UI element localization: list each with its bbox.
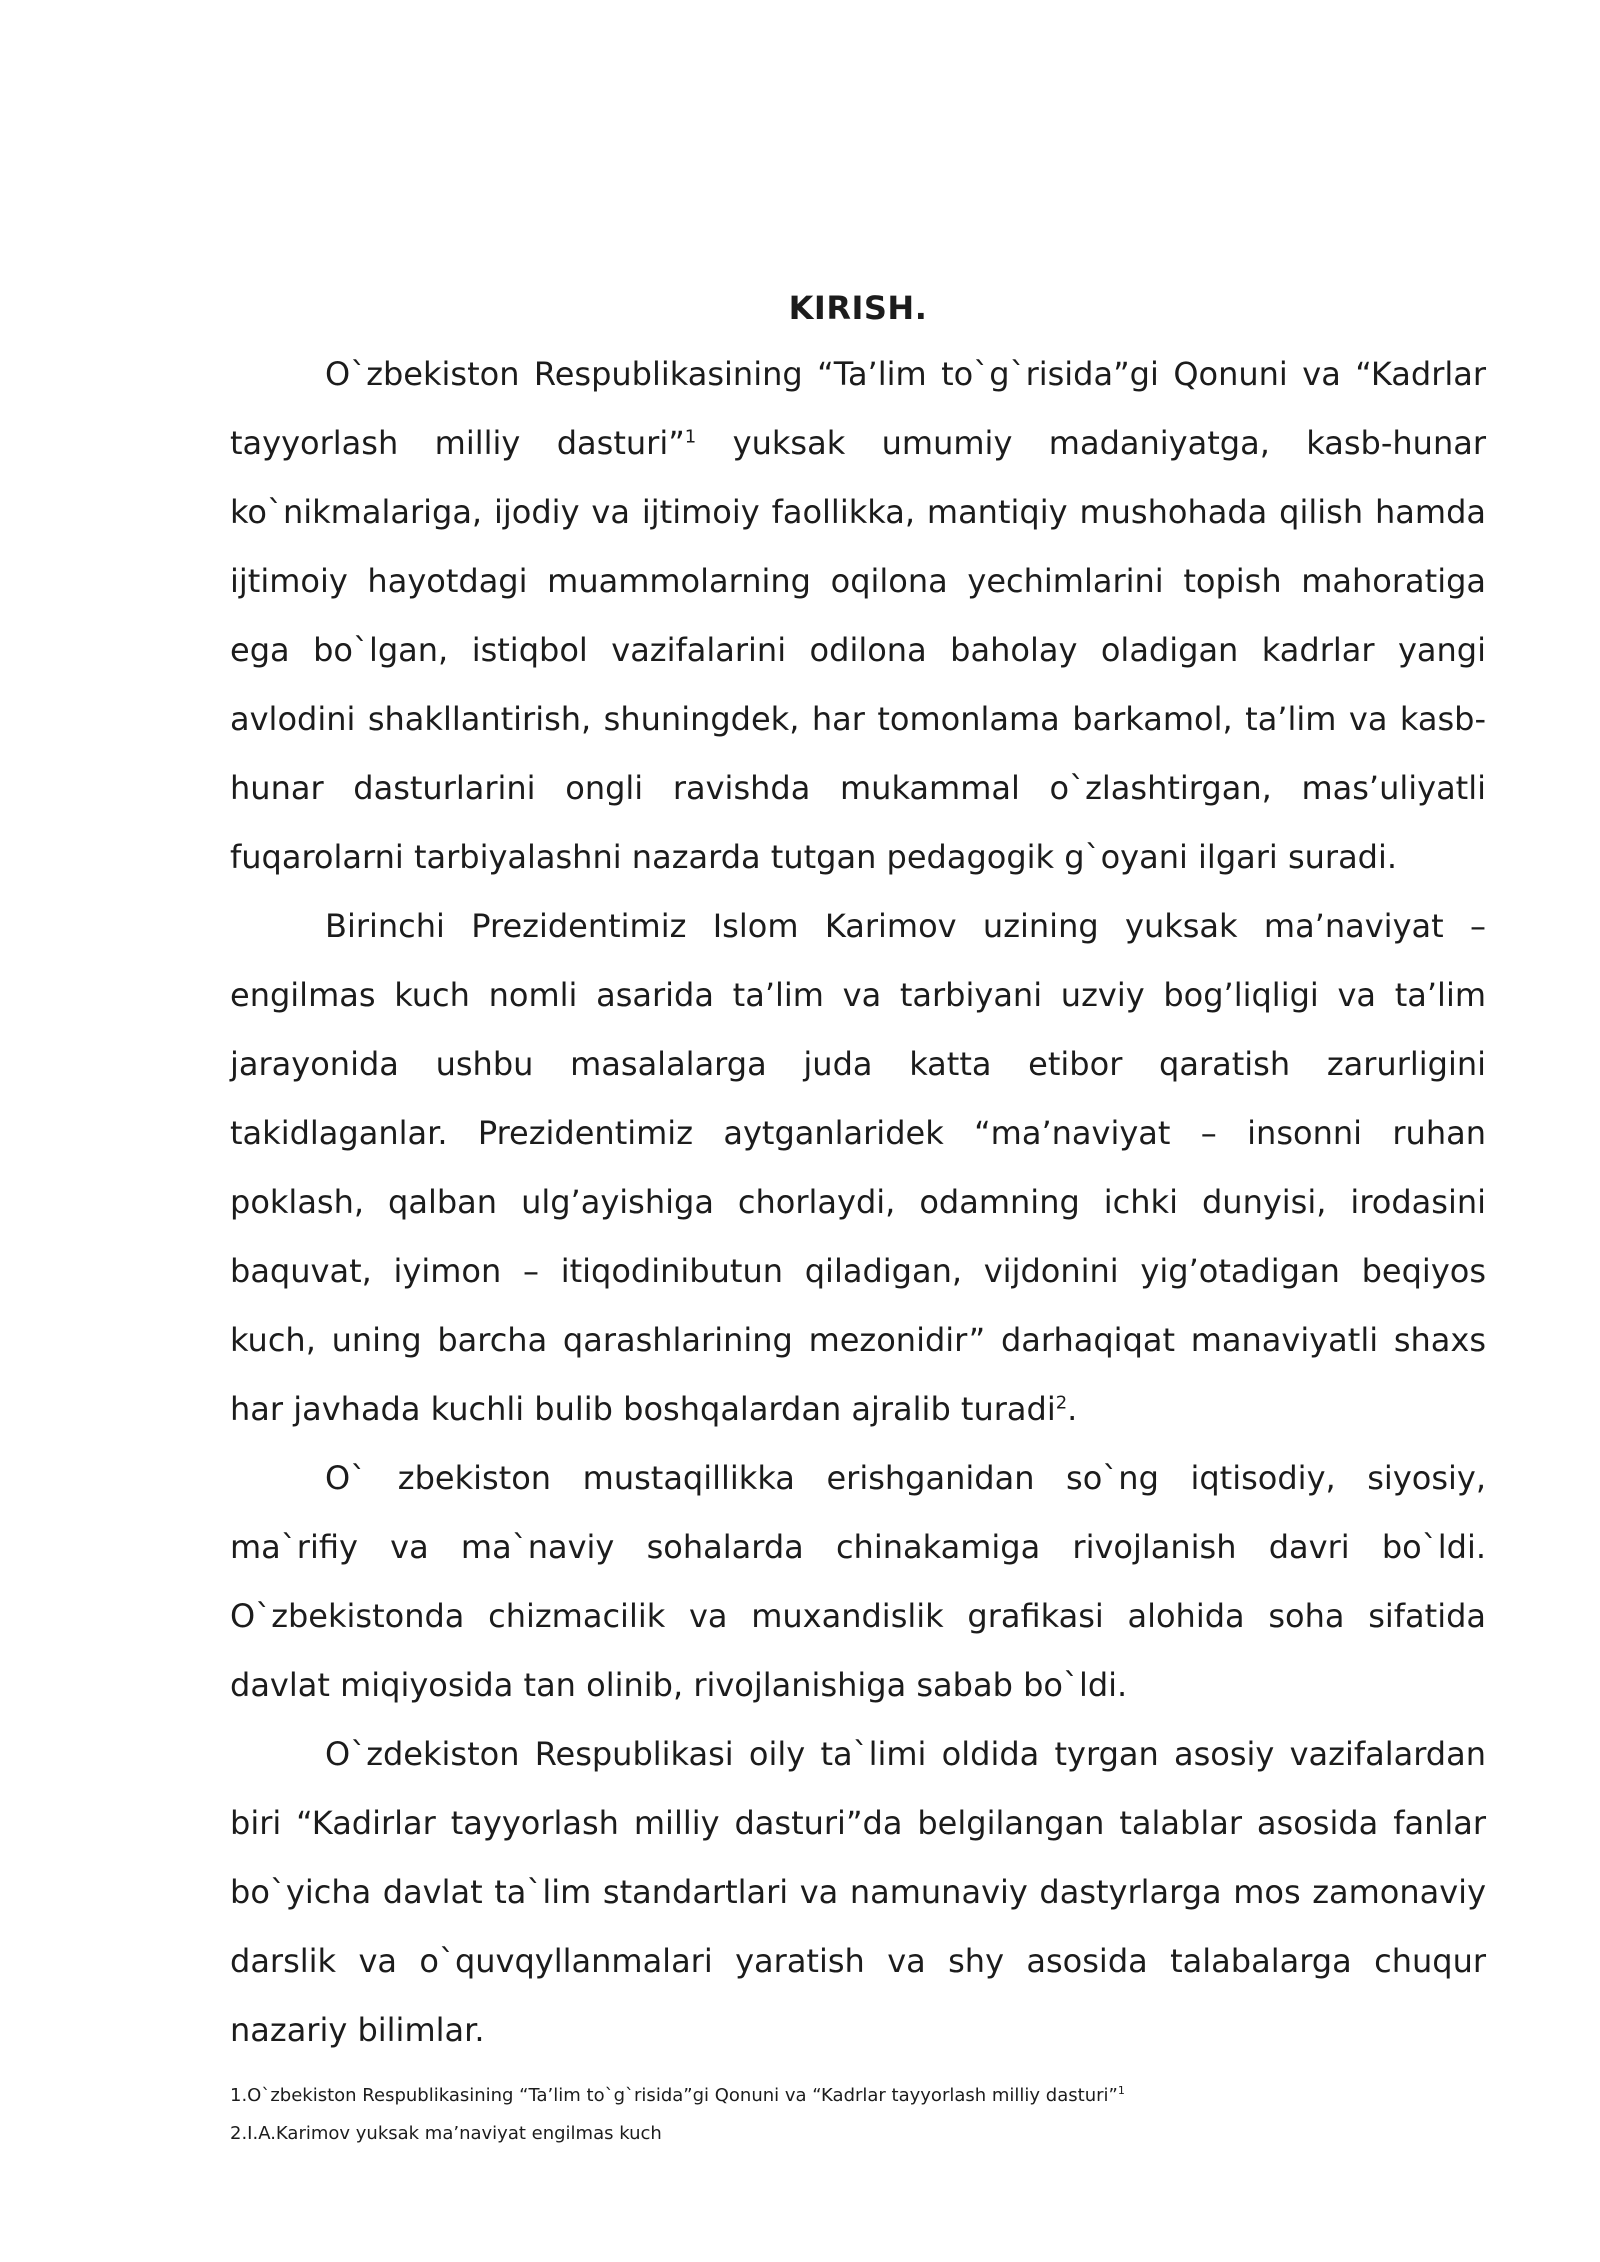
paragraph-3-text: O` zbekiston mustaqillikka erishganidan so`ng iqtisodiy, siyosiy, ma`rifiy va ma`naviy sohalarda chinakamiga rivojlanish davri bo`ldi. O`zbekistonda chizmacilik va muxandislik grafikasi alohida soha sifatida davlat miqiyosida tan olinib, rivojlanishiga sabab bo`ldi. <box>230 1459 1486 1704</box>
paragraph-1-text-cont: yuksak umumiy madaniyatga, kasb-hunar ko`nikmalariga, ijodiy va ijtimoiy faollikka, mantiqiy mushohada qilish hamda ijtimoiy hayotdagi muammolarning oqilona yechimlarini topish mahoratiga ega bo`lgan, istiqbol vazifalarini odilona baholay oladigan kadrlar yangi avlodini shakllantirish, shuningdek, har tomonlama barkamol, ta’lim va kasb-hunar dasturlarini ongli ravishda mukammal o`zlashtirgan, mas’uliyatli fuqarolarni tarbiyalashni nazarda tutgan pedagogik g`oyani ilgari suradi. <box>230 424 1486 876</box>
footnote-ref-2: 2 <box>1055 1392 1068 1414</box>
footnote-2 <box>230 2115 1486 2153</box>
footnote-1 <box>230 2077 1486 2115</box>
paragraph-4 <box>230 1720 1486 2065</box>
footnote-2-text: 2.I.A.Karimov yuksak ma’naviyat engilmas kuch <box>230 2123 662 2144</box>
paragraph-3 <box>230 1444 1486 1720</box>
paragraph-2-text-cont: . <box>1067 1390 1078 1428</box>
footnote-1-sup: 1 <box>1117 2084 1125 2097</box>
page-title: KIRISH. <box>788 289 928 327</box>
paragraph-4-text: O`zdekiston Respublikasi oily ta`limi oldida tyrgan asosiy vazifalardan biri “Kadirlar tayyorlash milliy dasturi”da belgilangan talablar asosida fanlar bo`yicha davlat ta`lim standartlari va namunaviy dastyrlarga mos zamonaviy darslik va o`quvqyllanmalari yaratish va shy asosida talabalarga chuqur nazariy bilimlar. <box>230 1735 1486 2049</box>
footnote-1-text: 1.O`zbekiston Respublikasining “Ta’lim to`g`risida”gi Qonuni va “Kadrlar tayyorlash milliy dasturi” <box>230 2085 1118 2106</box>
footnote-ref-1: 1 <box>684 426 697 448</box>
document-page <box>230 288 1486 2153</box>
paragraph-1-text: O`zbekiston Respublikasining “Ta’lim to`g`risida”gi Qonuni va “Kadrlar tayyorlash milliy dasturi” <box>230 355 1486 462</box>
paragraph-2 <box>230 892 1486 1444</box>
paragraph-1 <box>230 340 1486 892</box>
paragraph-2-text: Birinchi Prezidentimiz Islom Karimov uzining yuksak ma’naviyat – engilmas kuch nomli asarida ta’lim va tarbiyani uzviy bog’liqligi va ta’lim jarayonida ushbu masalalarga juda katta etibor qaratish zarurligini takidlaganlar. Prezidentimiz aytganlaridek “ma’naviyat – insonni ruhan poklash, qalban ulg’ayishiga chorlaydi, odamning ichki dunyisi, irodasini baquvat, iyimon – itiqodinibutun qiladigan, vijdonini yig’otadigan beqiyos kuch, uning barcha qarashlarining mezonidir” darhaqiqat manaviyatli shaxs har javhada kuchli bulib boshqalardan ajralib turadi <box>230 907 1486 1428</box>
footnotes <box>230 2077 1486 2153</box>
